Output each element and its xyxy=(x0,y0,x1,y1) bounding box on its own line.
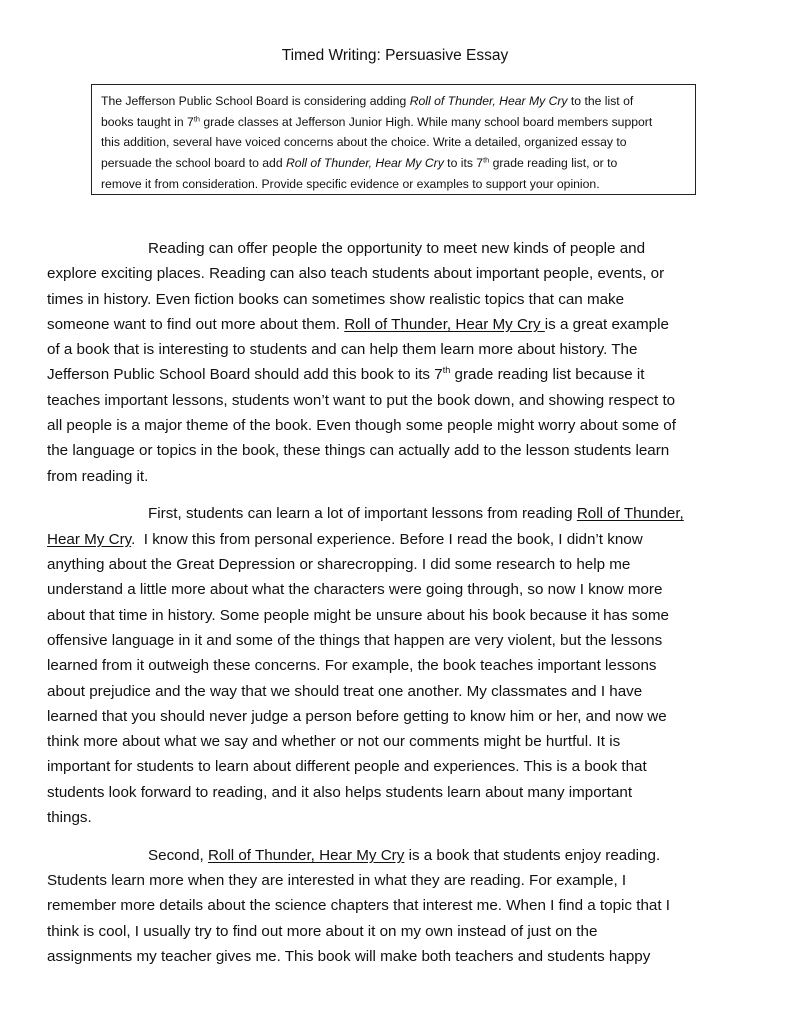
essay-line: Students learn more when they are interested in what they are reading. For example, I xyxy=(47,872,627,890)
essay-line: all people is a major theme of the book. Even though some people might worry about some of xyxy=(47,417,676,435)
prompt-line: this addition, several have voiced concerns about the choice. Write a detailed, organized essay to xyxy=(101,135,627,150)
prompt-line: The Jefferson Public School Board is considering adding Roll of Thunder, Hear My Cry to the list of xyxy=(101,94,634,108)
paragraph-introduction xyxy=(47,236,767,489)
book-title: Roll of Thunder, Hear My Cry xyxy=(344,315,545,333)
book-title: Roll of Thunder, xyxy=(576,505,684,523)
paragraph-gap xyxy=(47,830,767,843)
essay-line: think is cool, I usually try to find out more about it on my own instead of just on the xyxy=(47,922,598,940)
essay-line: offensive language in it and some of the things that happen are very violent, but the lessons xyxy=(47,631,663,649)
essay-prompt-box xyxy=(91,84,696,195)
essay-line: Hear My Cry. I know this from personal experience. Before I read the book, I didn’t know xyxy=(47,530,643,548)
essay-line: anything about the Great Depression or sharecropping. I did some research to help me xyxy=(47,556,631,574)
essay-line: explore exciting places. Reading can also teach students about important people, events, or xyxy=(47,265,665,283)
essay-line: assignments my teacher gives me. This book will make both teachers and students happy xyxy=(47,948,651,966)
essay-line: learned that you should never judge a person before getting to know him or her, and now we xyxy=(47,707,667,725)
page-title: Timed Writing: Persuasive Essay xyxy=(281,47,509,64)
paragraph-first-reason xyxy=(47,501,767,830)
essay-line: Second, Roll of Thunder, Hear My Cry is a book that students enjoy reading. xyxy=(148,846,661,864)
essay-line: understand a little more about what the characters were going through, so now I know more xyxy=(47,581,663,599)
prompt-line: persuade the school board to add Roll of Thunder, Hear My Cry to its 7th grade reading list, or to xyxy=(101,155,618,171)
essay-line: remember more details about the science chapters that interest me. When I find a topic that I xyxy=(47,897,670,915)
essay-line: about that time in history. Some people might be unsure about his book because it has some xyxy=(47,606,669,624)
essay-line: of a book that is interesting to students and can help them learn more about history. The xyxy=(47,341,638,359)
prompt-line: books taught in 7th grade classes at Jefferson Junior High. While many school board members support xyxy=(101,113,653,129)
book-title: Roll of Thunder, Hear My Cry xyxy=(285,156,444,171)
essay-line: teaches important lessons, students won’t want to put the book down, and showing respect to xyxy=(47,391,676,409)
essay-line: things. xyxy=(47,809,92,827)
essay-line: Reading can offer people the opportunity to meet new kinds of people and xyxy=(148,240,646,257)
essay-line: the language or topics in the book, these things can actually add to the lesson students learn xyxy=(47,442,670,460)
essay-line: about prejudice and the way that we should treat one another. My classmates and I have xyxy=(47,682,643,700)
essay-line: important for students to learn about different people and experiences. This is a book that xyxy=(47,758,647,776)
essay-body xyxy=(47,236,767,969)
book-title: Roll of Thunder, Hear My Cry xyxy=(409,94,568,108)
essay-line: First, students can learn a lot of important lessons from reading Roll of Thunder, xyxy=(148,505,684,523)
essay-line: learned from it outweigh these concerns. For example, the book teaches important lessons xyxy=(47,657,657,675)
essay-line: Jefferson Public School Board should add this book to its 7th grade reading list because it xyxy=(47,365,645,384)
essay-line: times in history. Even fiction books can sometimes show realistic topics that can make xyxy=(47,290,625,308)
essay-line: students look forward to reading, and it also helps students learn about many important xyxy=(47,783,633,801)
prompt-line: remove it from consideration. Provide specific evidence or examples to support your opinion. xyxy=(101,176,600,191)
essay-line: someone want to find out more about them. Roll of Thunder, Hear My Cry is a great example xyxy=(47,315,669,333)
paragraph-second-reason xyxy=(47,843,767,969)
book-title: Roll of Thunder, Hear My Cry xyxy=(207,846,405,864)
essay-line: think more about what we say and whether or not our comments might be hurtful. It is xyxy=(47,733,621,751)
book-title: Hear My Cry xyxy=(47,530,132,548)
essay-line: from reading it. xyxy=(47,467,149,485)
paragraph-gap xyxy=(47,489,767,502)
